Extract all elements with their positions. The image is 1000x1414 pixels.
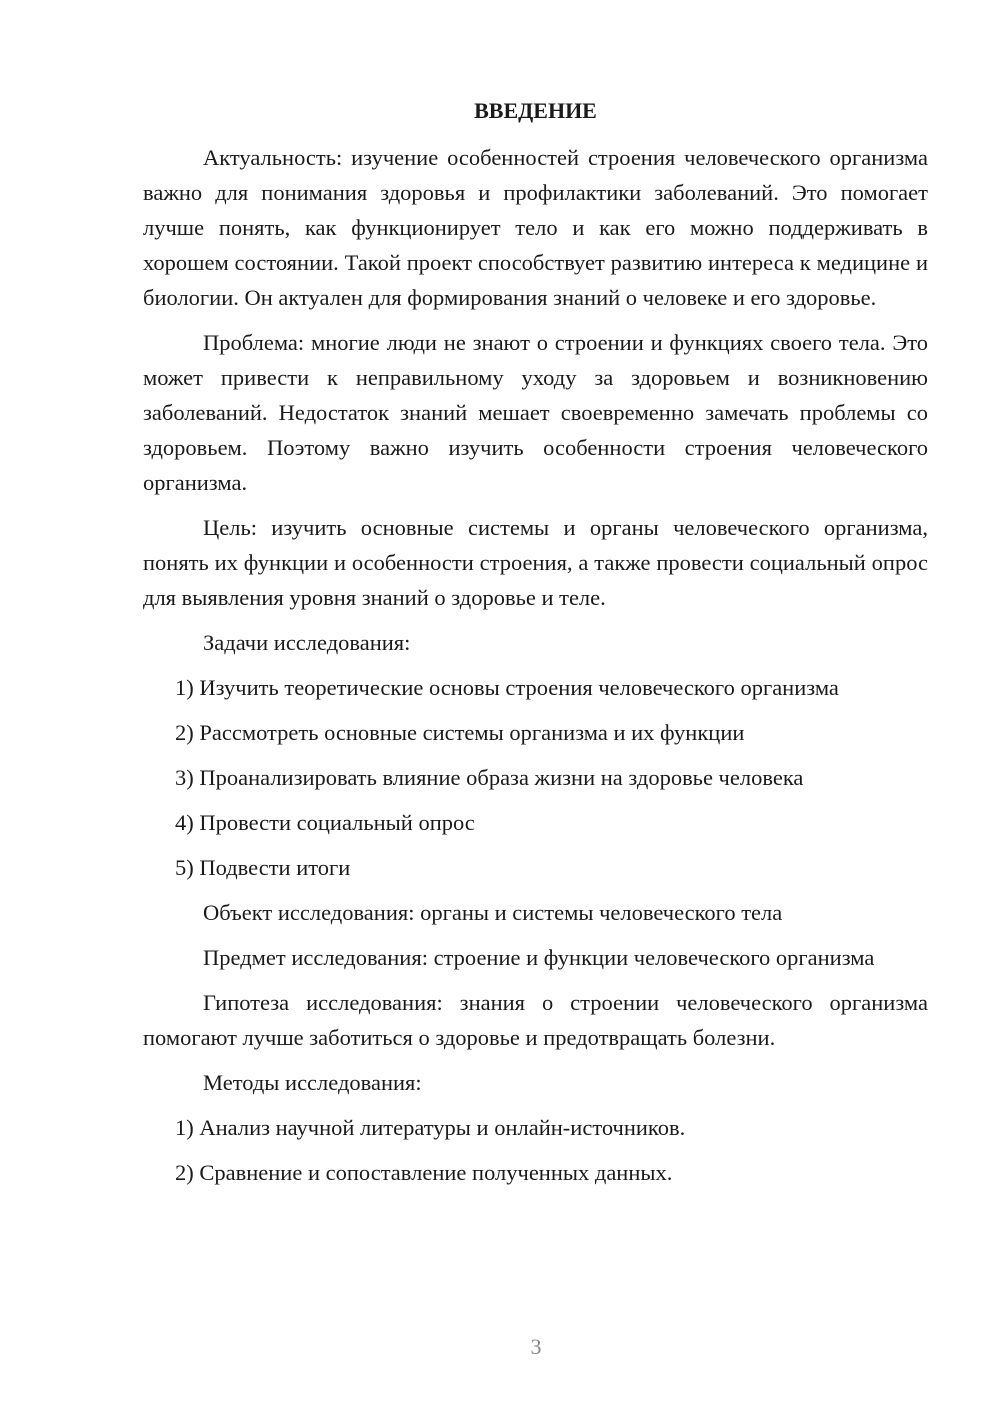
list-item: 5) Подвести итоги [175, 855, 351, 880]
page-content [143, 94, 928, 1200]
tasks-list [143, 670, 928, 885]
paragraph-subject: Предмет исследования: строение и функции человеческого организма [203, 945, 875, 970]
page-number: 3 [530, 1334, 542, 1359]
list-item: 1) Изучить теоретические основы строения человеческого организма [175, 675, 839, 700]
paragraph-goal: Цель: изучить основные системы и органы человеческого организма, понять их функции и особенности строения, а также провести социальный опрос для выявления уровня знаний о здоровье и теле. [143, 515, 928, 610]
methods-heading: Методы исследования: [203, 1070, 422, 1095]
list-item: 1) Анализ научной литературы и онлайн-источников. [175, 1115, 686, 1140]
paragraph-relevance: Актуальность: изучение особенностей строения человеческого организма важно для понимания здоровья и профилактики заболеваний. Это помогает лучше понять, как функционирует тело и как его можно поддерживать в хорошем состоянии. Такой проект способствует развитию интереса к медицине и биологии. Он актуален для формирования знаний о человеке и его здоровье. [143, 145, 928, 310]
methods-list [143, 1110, 928, 1190]
list-item: 2) Рассмотреть основные системы организма и их функции [175, 720, 745, 745]
list-item: 4) Провести социальный опрос [175, 810, 475, 835]
list-item: 3) Проанализировать влияние образа жизни на здоровье человека [175, 765, 804, 790]
paragraph-hypothesis: Гипотеза исследования: знания о строении человеческого организма помогают лучше заботиться о здоровье и предотвращать болезни. [143, 990, 928, 1050]
page-title: ВВЕДЕНИЕ [474, 98, 597, 123]
list-item: 2) Сравнение и сопоставление полученных данных. [175, 1160, 673, 1185]
tasks-heading: Задачи исследования: [203, 630, 411, 655]
paragraph-problem: Проблема: многие люди не знают о строении и функциях своего тела. Это может привести к неправильному уходу за здоровьем и возникновению заболеваний. Недостаток знаний мешает своевременно замечать проблемы со здоровьем. Поэтому важно изучить особенности строения человеческого организма. [143, 330, 928, 495]
paragraph-object: Объект исследования: органы и системы человеческого тела [203, 900, 783, 925]
